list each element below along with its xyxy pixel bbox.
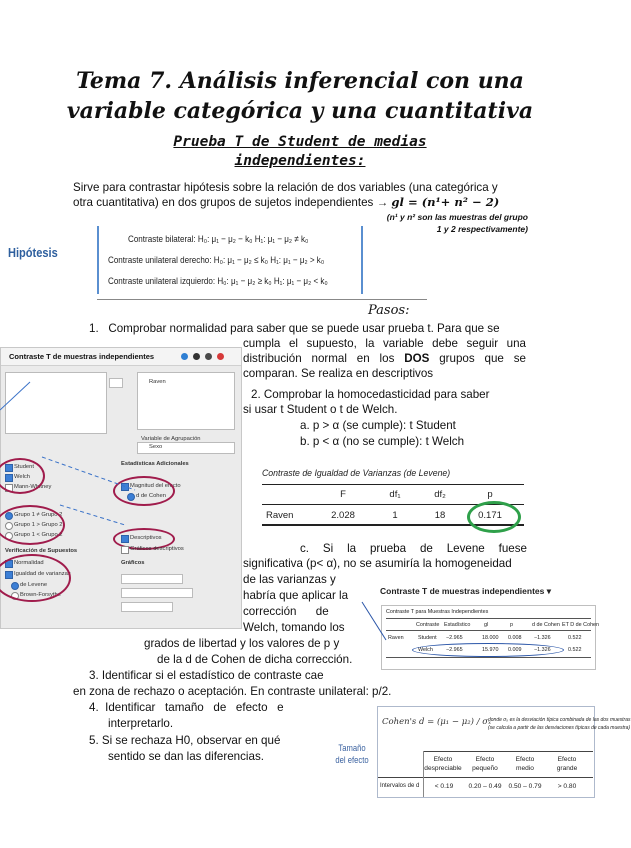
step-2a: a. p > α (se cumple): t Student bbox=[300, 419, 456, 432]
effect-rule-top bbox=[423, 751, 593, 752]
copy-icon[interactable] bbox=[193, 353, 200, 360]
page-title bbox=[40, 66, 560, 126]
dependent-var-raven[interactable]: Raven bbox=[149, 379, 166, 385]
levene-header-f: F bbox=[340, 489, 346, 500]
cohen-desc-2: (se calcula a partir de las desviaciones típicas de cada muestra) bbox=[488, 725, 631, 731]
step-1-bold: DOS bbox=[404, 352, 430, 365]
intro-note bbox=[340, 211, 528, 235]
hyp-less-label: Grupo 1 < Grupo 2 bbox=[14, 532, 63, 538]
desc-plots-label: Gráficos descriptivos bbox=[130, 546, 184, 552]
brown-forsythe-label: Brown-Forsythe bbox=[20, 592, 61, 598]
effect-h-despreciable: Efecto despreciable bbox=[424, 756, 462, 772]
intro-paragraph bbox=[73, 180, 528, 210]
hypothesis-label: Hipótesis bbox=[8, 245, 58, 260]
levene-row-label: Raven bbox=[266, 510, 294, 521]
connector-line-2 bbox=[60, 505, 125, 525]
hyp-bilateral: Contraste bilateral: H₀: μ₁ − μ₂ − k₀ H₁: μ₁ − μ₂ ≠ k₀ bbox=[128, 233, 309, 244]
effect-medio: 0.50 – 0.79 bbox=[508, 783, 542, 790]
ttest-heading[interactable]: Contraste T de muestras independientes ▾ bbox=[380, 586, 552, 596]
step-1-line-1 bbox=[89, 321, 500, 336]
normality-label: Normalidad bbox=[14, 560, 44, 566]
intro-line-1: Sirve para contrastar hipótesis sobre la relación de dos variables (una categórica y bbox=[73, 181, 498, 194]
ttest-row2-contraste: Welch bbox=[418, 647, 433, 653]
step-2-line-2: si usar t Student o t de Welch. bbox=[243, 403, 398, 416]
ttest-rule-3 bbox=[386, 657, 591, 658]
step-1-line-3a: distribución normal en los bbox=[243, 352, 395, 365]
mann-whitney-label: Mann-Whitney bbox=[14, 484, 52, 490]
divider bbox=[97, 299, 427, 300]
step-2c-line-3: de las varianzas y bbox=[243, 573, 336, 586]
intro-note-2: 1 y 2 respectivamente) bbox=[436, 224, 528, 234]
hyp-unilateral-left: Contraste unilateral izquierdo: H₀: μ₁ − μ₂ ≥ k₀ H₁: μ₁ − μ₂ < k₀ bbox=[108, 275, 328, 286]
title-line-2: variable categórica y una cuantitativa bbox=[66, 98, 534, 124]
ttest-h-gl: gl bbox=[484, 622, 489, 628]
subtitle-line-1: Prueba T de Student de medias bbox=[173, 134, 427, 150]
step-5-line-2: sentido se dan las diferencias. bbox=[108, 750, 264, 763]
intro-line-2-text: otra cuantitativa) en dos grupos de sujetos independientes → bbox=[73, 196, 392, 209]
ttest-h-d: d de Cohen bbox=[532, 622, 560, 628]
cohen-formula: Cohen's d = (μ₁ − μ₂) / σₓ bbox=[382, 717, 492, 727]
ttest-row2-gl: 15.970 bbox=[482, 647, 499, 653]
grouping-var-sexo[interactable]: Sexo bbox=[149, 444, 163, 450]
levene-f-value: 2.028 bbox=[331, 510, 355, 521]
assumptions-label: Verificación de Supuestos bbox=[5, 548, 78, 554]
section-subtitle bbox=[100, 133, 500, 171]
df-formula: gl = (n¹+ n² − 2) bbox=[391, 195, 500, 209]
levene-df1-value: 1 bbox=[392, 510, 398, 521]
effect-rule-mid bbox=[378, 777, 593, 778]
step-2c-line-2: significativa (p< α), no se asumiría la homogeneidad bbox=[243, 557, 512, 570]
levene-label: de Levene bbox=[20, 582, 48, 588]
levene-rule-top bbox=[262, 484, 524, 485]
ttest-arrow bbox=[360, 600, 390, 645]
welch-label: Welch bbox=[14, 474, 31, 480]
step-2c-line-6: Welch, tomando los bbox=[243, 621, 345, 634]
effect-pequeno: 0.20 – 0.49 bbox=[468, 783, 502, 790]
graphs-label: Gráficos bbox=[121, 560, 145, 566]
ttest-row2-d: −1.326 bbox=[534, 647, 551, 653]
step-1-text: Comprobar normalidad para saber que se puede usar prueba t. Para que se bbox=[108, 322, 500, 335]
cohen-desc-1: donde σₓ es la desviación típica combinada de las dos muestras bbox=[488, 717, 631, 723]
step-3-line-1: 3. Identificar si el estadístico de contraste cae bbox=[89, 669, 324, 682]
step-2c-line-8: de la d de Cohen de dicha corrección. bbox=[157, 653, 353, 666]
effect-despreciable: < 0.19 bbox=[434, 783, 454, 790]
levene-header-df2: df₂ bbox=[434, 489, 446, 500]
hyp-greater-label: Grupo 1 > Grupo 2 bbox=[14, 522, 63, 528]
grouping-label: Variable de Agrupación bbox=[141, 436, 201, 442]
effect-size-label: Tamaño del efecto bbox=[335, 743, 369, 765]
step-4-line-1: 4. Identificar tamaño de efecto e bbox=[89, 701, 284, 714]
ttest-row1-d: −1.326 bbox=[534, 635, 551, 641]
effect-size-box bbox=[377, 706, 631, 798]
effect-grande: > 0.80 bbox=[557, 783, 577, 790]
ttest-subheading: Contraste T para Muestras Independientes bbox=[386, 609, 489, 615]
ttest-row1-gl: 18.000 bbox=[482, 635, 499, 641]
intro-line-2 bbox=[73, 195, 528, 210]
step-1-line-2: cumpla el supuesto, la variable debe seguir una bbox=[243, 337, 526, 350]
additional-stats-label: Estadísticas Adicionales bbox=[121, 461, 189, 467]
step-1-line-4: comparan. Se realiza en descriptivos bbox=[243, 367, 434, 380]
ttest-row2-stat: −2.965 bbox=[446, 647, 463, 653]
ttest-h-estadistico: Estadístico bbox=[444, 622, 471, 628]
ttest-rule bbox=[386, 618, 591, 619]
ttest-row1-p: 0.008 bbox=[508, 635, 522, 641]
step-4-line-2: interpretarlo. bbox=[108, 717, 174, 730]
equal-var-label: Igualdad de varianzas bbox=[14, 571, 71, 577]
levene-title: Contraste de Igualdad de Varianzas (de Levene) bbox=[262, 468, 451, 479]
step-1-number: 1. bbox=[89, 322, 99, 335]
ttest-row1-et: 0.522 bbox=[568, 635, 582, 641]
descriptives-label: Descriptivos bbox=[130, 535, 162, 541]
effect-size-label: Magnitud del efecto bbox=[130, 483, 181, 489]
ttest-h-contraste: Contraste bbox=[416, 622, 440, 628]
step-2c-line-1: c. Si la prueba de Levene fuese bbox=[300, 542, 527, 555]
levene-header-df1: df₁ bbox=[389, 489, 401, 500]
effect-h-pequeno: Efecto pequeño bbox=[472, 756, 498, 772]
step-2b: b. p < α (no se cumple): t Welch bbox=[300, 435, 465, 448]
step-2c-line-5: corrección de bbox=[243, 605, 329, 618]
step-3-line-2: en zona de rechazo o aceptación. En contraste unilateral: p/2. bbox=[73, 685, 392, 698]
levene-p-value: 0.171 bbox=[478, 510, 502, 521]
dialog-connector-lines bbox=[0, 380, 250, 620]
ttest-row2-et: 0.522 bbox=[568, 647, 582, 653]
effect-h-medio: Efecto medio bbox=[515, 756, 535, 772]
levene-header-p: p bbox=[487, 489, 493, 500]
cohen-d-label: d de Cohen bbox=[136, 493, 166, 499]
hyp-unilateral-right: Contraste unilateral derecho: H₀: μ₁ − μ₂ ≤ k₀ H₁: μ₁ − μ₂ > k₀ bbox=[108, 254, 325, 265]
step-1-line-3b: grupos que se bbox=[439, 352, 526, 365]
info-icon[interactable] bbox=[181, 353, 188, 360]
hyp-two-sided-label: Grupo 1 ≠ Grupo 2 bbox=[14, 512, 63, 518]
ttest-row1-var: Raven bbox=[388, 635, 404, 641]
ttest-row1-contraste: Student bbox=[418, 635, 437, 641]
ttest-arrow-line bbox=[362, 602, 386, 640]
step-1-continued bbox=[243, 336, 526, 381]
ttest-table bbox=[381, 605, 600, 670]
student-label: Student bbox=[14, 464, 34, 470]
title-line-1: Tema 7. Análisis inferencial con una bbox=[76, 68, 524, 94]
steps-heading: Pasos: bbox=[368, 303, 410, 318]
connector-line-3 bbox=[0, 382, 30, 410]
levene-p-highlight bbox=[467, 501, 521, 533]
step-5-line-1: 5. Si se rechaza H0, observar en qué bbox=[89, 734, 281, 747]
effect-row-label: Intervalos de d bbox=[380, 783, 420, 789]
ttest-row1-stat: −2.965 bbox=[446, 635, 463, 641]
levene-df2-value: 18 bbox=[434, 510, 446, 521]
step-1-line-3 bbox=[243, 351, 526, 366]
close-icon[interactable] bbox=[217, 353, 224, 360]
step-2c-line-7: grados de libertad y los valores de p y bbox=[144, 637, 340, 650]
ttest-h-et: ET D de Cohen bbox=[562, 622, 600, 628]
step-2-line-1: 2. Comprobar la homocedasticidad para saber bbox=[251, 388, 490, 401]
subtitle-line-2: independientes: bbox=[234, 153, 366, 169]
dialog-title: Contraste T de muestras independientes bbox=[1, 348, 241, 366]
step-2c-line-4: habría que aplicar la bbox=[243, 589, 349, 602]
ttest-rule-2 bbox=[386, 630, 591, 631]
effect-h-grande: Efecto grande bbox=[556, 756, 578, 772]
ttest-row2-p: 0.009 bbox=[508, 647, 522, 653]
intro-note-1: (n¹ y n² son las muestras del grupo bbox=[386, 212, 528, 222]
settings-icon[interactable] bbox=[205, 353, 212, 360]
effect-col-divider bbox=[423, 751, 424, 797]
welch-row-highlight bbox=[412, 643, 564, 657]
ttest-h-p: p bbox=[510, 622, 513, 628]
connector-line-1 bbox=[42, 457, 135, 490]
